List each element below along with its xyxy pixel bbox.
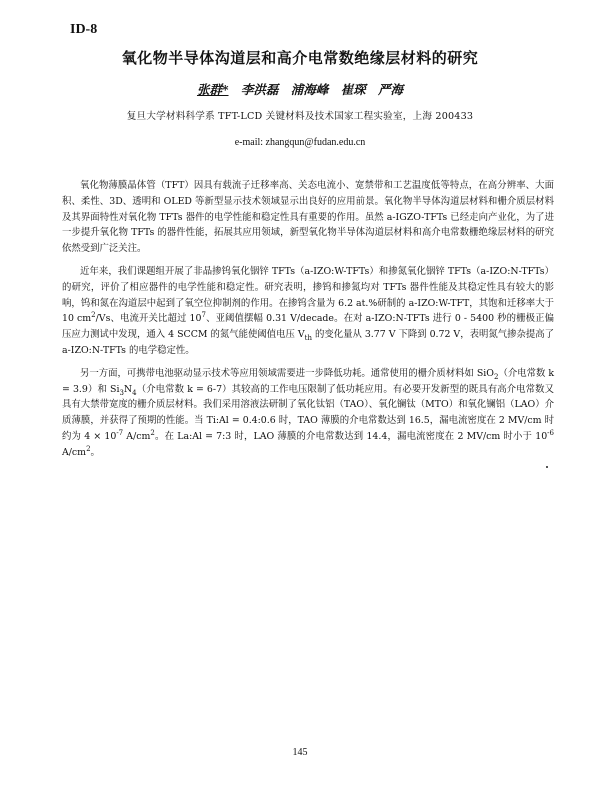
p3-text-g: A/cm — [62, 446, 87, 458]
p3-sub-3: 4 — [132, 388, 137, 397]
abstract-body — [62, 178, 554, 468]
author-5: 严海 — [378, 82, 404, 97]
p3-text-d: （介电常数 k = 6-7）其较高的工作电压限制了低功耗应用。有必要开发新型的既具有高介电常数又具有大禁带宽度的栅介质层材料。我们采用溶液法研制了氧化钛铝（TAO）、氧化镧钛（MTO）和氧化镧铝（LAO）介质薄膜，并获得了预期的性能。当 Ti:Al = 0.4:0.6 时，TAO 薄膜的介电常数达到 16.5，漏电流密度在 2 MV/cm 时约为 4 × 10 — [62, 383, 554, 442]
paragraph-2 — [62, 264, 554, 359]
p2-text-a: 近年来，我们课题组开展了非晶掺钨氧化铟锌 TFTs（a-IZO:W-TFTs）和掺氮氧化铟锌 TFTs（a-IZO:N-TFTs）的研究，评价了相应器件的电学性能和稳定性。研究表明，掺钨和掺氮均对 TFTs 器件性能及其稳定性具有较大的影响，钨和氮在沟道层中起到了氧空位抑制剂的作用。在掺钨含量为 6.2 at.%研制的 a-IZO:W-TFT，其饱和迁移率大于 10 cm — [62, 265, 554, 325]
p3-text-c: N — [123, 383, 133, 395]
p2-text-b: /Vs、电流开关比超过 10 — [95, 313, 202, 325]
paragraph-1: 氧化物薄膜晶体管（TFT）因具有载流子迁移率高、关态电流小、宽禁带和工艺温度低等特点，在高分辨率、大面积、柔性、3D、透明和 OLED 等新型显示技术领域显示出良好的应用前景。氧化物半导体沟道层材料和栅介质层材料及其界面特性对氧化物 TFTs 器件的电学性能和稳定性具有重要的作用。虽然 a-IGZO-TFTs 已经走向产业化，为了进一步提升氧化物 TFTs 的器件性能，拓展其应用领域，新型氧化物半导体沟道层材料和高介电常数栅绝缘层材料的研究依然受到广泛关注。 — [62, 180, 554, 255]
page-number: 145 — [292, 747, 308, 758]
author-4: 崔琛 — [340, 82, 366, 97]
p3-text-f: 。在 La:Al = 7:3 时，LAO 薄膜的介电常数达到 14.4，漏电流密度在 2 MV/cm 时小于 10 — [154, 430, 548, 442]
p3-sup-4: 2 — [86, 444, 91, 453]
p3-text-h: 。 — [90, 446, 100, 458]
email-address: e-mail: zhangqun@fudan.edu.cn — [234, 137, 366, 148]
affiliation: 复旦大学材料科学系 TFT-LCD 关键材料及技术国家工程实验室，上海 200433 — [126, 111, 474, 122]
p3-text-a: 另一方面，可携带电池驱动显示技术等应用领域需要进一步降低功耗。通常使用的栅介质材料如 SiO — [80, 367, 494, 379]
p2-text-c: 、亚阈值摆幅 0.31 V/decade。在对 a-IZO:N-TFTs 进行 0 - 5400 秒的栅极正偏压应力测试中发现，通入 4 SCCM 的氮气能使阈值电压 V — [62, 313, 554, 341]
p2-sup-1: 2 — [91, 311, 96, 320]
scan-speck — [546, 466, 548, 468]
p3-sub-2: 3 — [119, 388, 124, 397]
paper-title: 氧化物半导体沟道层和高介电常数绝缘层材料的研究 — [121, 49, 479, 67]
author-2: 李洪磊 — [240, 82, 279, 97]
author-list — [0, 80, 600, 98]
author-1: 张群* — [196, 82, 229, 97]
p3-sub-1: 2 — [493, 372, 499, 381]
paper-id: ID-8 — [70, 22, 98, 37]
p3-text-e: A/cm — [123, 430, 151, 442]
p2-sup-2: 7 — [201, 311, 206, 320]
p3-sup-2: 2 — [150, 428, 155, 437]
p3-text-b: （介电常数 k = 3.9）和 Si — [62, 367, 554, 395]
p2-text-d: 的变化量从 3.77 V 下降到 0.72 V，表明氮气掺杂提高了 a-IZO:N-TFTs 的电学稳定性。 — [62, 329, 554, 356]
author-3: 浦海峰 — [290, 82, 329, 97]
paragraph-3 — [62, 366, 554, 461]
p2-sub-1: th — [304, 334, 312, 343]
p3-sup-3: -6 — [547, 428, 554, 437]
p3-sup-1: -7 — [116, 428, 124, 437]
